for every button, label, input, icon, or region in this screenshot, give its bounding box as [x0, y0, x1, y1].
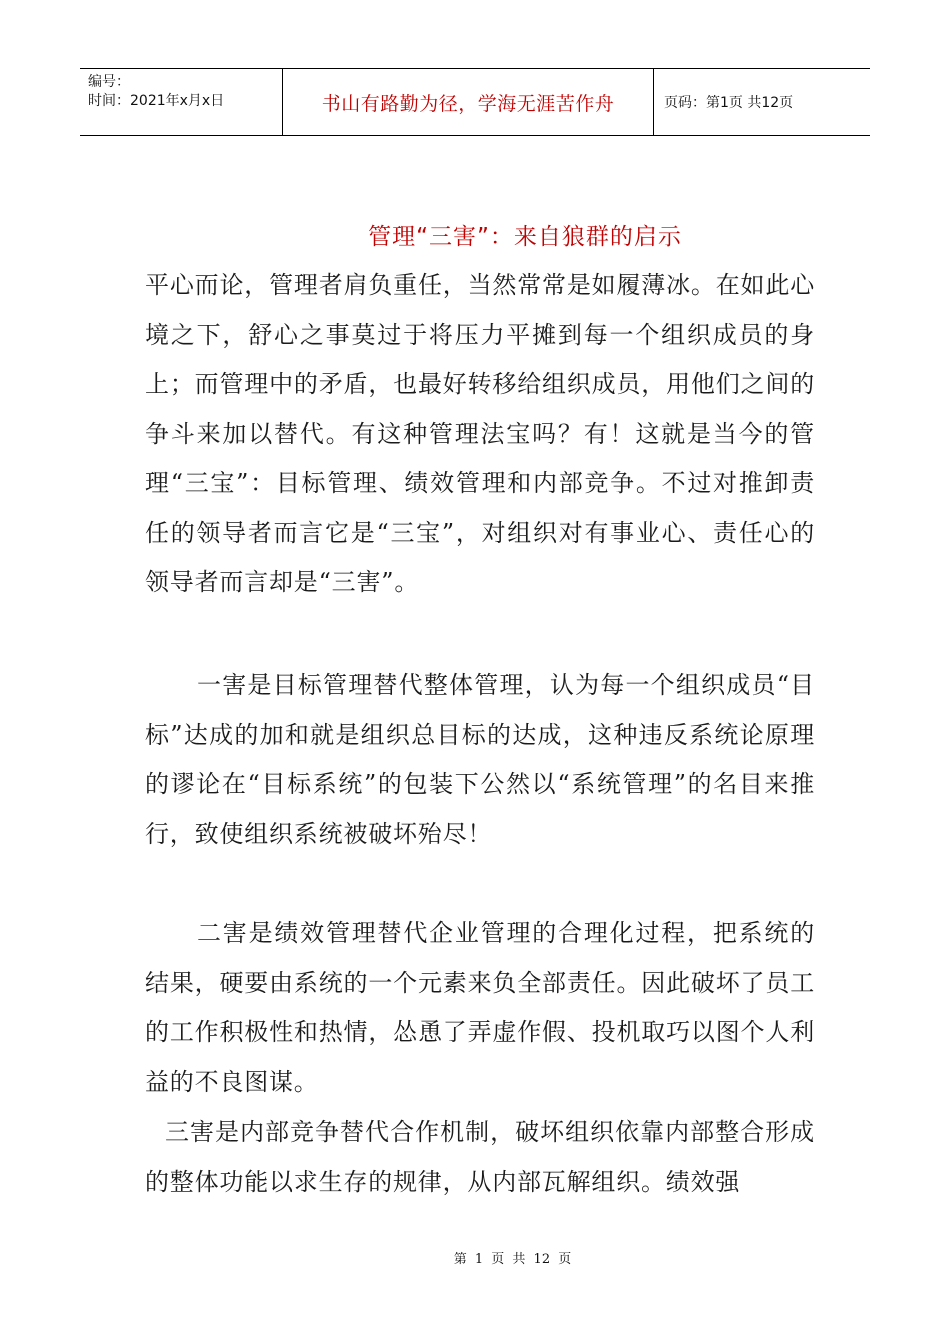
paragraph-intro: 平心而论，管理者肩负重任，当然常常是如履薄冰。在如此心境之下，舒心之事莫过于将压力平摊到每一个组织成员的身上；而管理中的矛盾，也最好转移给组织成员，用他们之间的争斗来加以替代。有这种管理法宝吗？有！这就是当今的管理“三宝”：目标管理、绩效管理和内部竞争。不过对推卸责任的领导者而言它是“三宝”，对组织对有事业心、责任心的领导者而言却是“三害”。: [145, 271, 815, 596]
page-footer: 第 1 页 共 12 页: [453, 1252, 572, 1267]
paragraph-first-harm: 一害是目标管理替代整体管理，认为每一个组织成员“目标”达成的加和就是组织总目标的达成，这种违反系统论原理的谬论在“目标系统”的包装下公然以“系统管理”的名目来推行，致使组织系统被破坏殆尽！: [145, 671, 815, 848]
document-title: 管理“三害”：来自狼群的启示: [368, 224, 682, 250]
paragraph-second-harm: 二害是绩效管理替代企业管理的合理化过程，把系统的结果，硬要由系统的一个元素来负全部责任。因此破坏了员工的工作积极性和热情，怂恿了弄虚作假、投机取巧以图个人利益的不良图谋。: [145, 919, 815, 1096]
paragraph-third-harm: 三害是内部竞争替代合作机制，破坏组织依靠内部整合形成的整体功能以求生存的规律，从内部瓦解组织。绩效强: [145, 1118, 815, 1196]
header-table: [80, 68, 870, 136]
time-label: 时间：2021年x月x日: [88, 93, 225, 109]
header-motto: 书山有路勤为径，学海无涯苦作舟: [282, 69, 654, 135]
header-meta: [80, 69, 282, 135]
number-label: 编号：: [88, 74, 130, 90]
header-page-info: 页码：第1页 共12页: [664, 95, 794, 111]
